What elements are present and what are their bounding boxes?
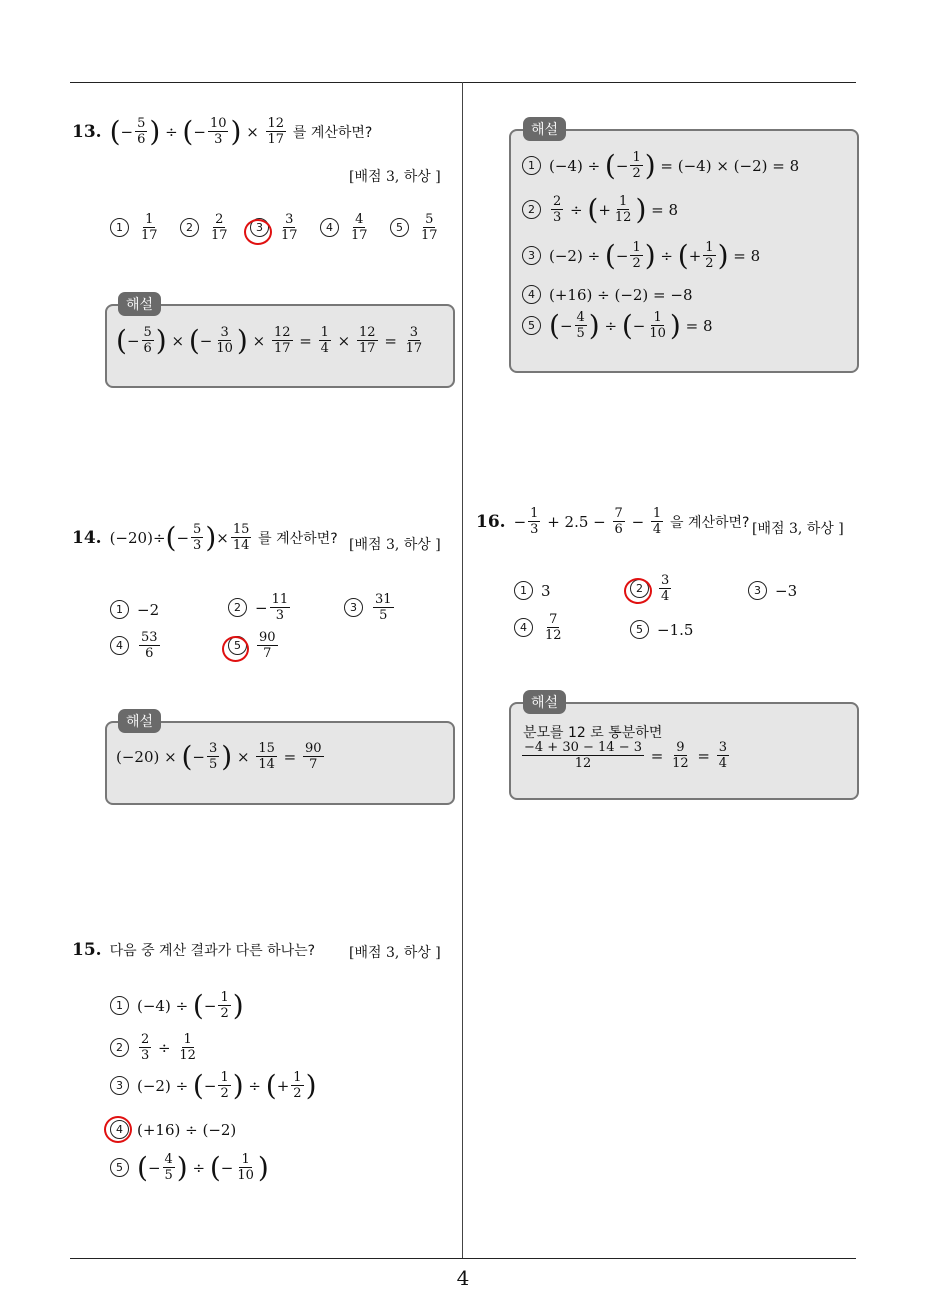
- q13-solution-label: 해설: [118, 292, 161, 316]
- q16-choice-4[interactable]: 4 $\frac{7}{12}$: [514, 612, 566, 643]
- answer-mark-circle: [222, 636, 249, 662]
- q16-choice-5[interactable]: 5 −1.5: [630, 620, 693, 639]
- answer-mark-circle: [104, 1116, 132, 1143]
- q13-meta: [배점 3, 하상 ]: [349, 169, 441, 185]
- q16-meta: [배점 3, 하상 ]: [752, 521, 844, 537]
- q13-choice-4[interactable]: 4 $\frac{4}{17}$: [320, 212, 372, 243]
- q15-solution-line-3: 3 (−2) ÷ ( − $\frac{1}{2}$ ) ÷ ( + $\frac{1}{2}$ ) = 8: [522, 240, 760, 271]
- question-15: [72, 940, 315, 960]
- q13-choice-2[interactable]: 2 $\frac{2}{17}$: [180, 212, 232, 243]
- q15-solution-line-1: 1 (−4) ÷ ( − $\frac{1}{2}$ ) = (−4) × (−2) = 8: [522, 150, 799, 181]
- q15-choice-2[interactable]: 2 $\frac{2}{3}$ ÷ $\frac{1}{12}$: [110, 1032, 200, 1063]
- q15-choice-5[interactable]: 5 ( − $\frac{4}{5}$ ) ÷ ( − $\frac{1}{10}$ ): [110, 1152, 269, 1183]
- q14-choice-5[interactable]: 5 $\frac{90}{7}$: [228, 630, 280, 661]
- q14-choice-3[interactable]: 3 $\frac{31}{5}$: [344, 592, 396, 623]
- question-16: 16. − $\frac{1}{3}$ + 2.5 − $\frac{7}{6}$ − $\frac{1}{4}$ 을 계산하면?: [476, 506, 750, 537]
- q15-solution-line-4: 4 (+16) ÷ (−2) = −8: [522, 285, 693, 304]
- q15-meta: [배점 3, 하상 ]: [349, 945, 441, 961]
- q15-solution-line-2: 2 $\frac{2}{3}$ ÷ ( + $\frac{1}{12}$ ) = 8: [522, 194, 678, 225]
- q13-prompt: 를 계산하면?: [292, 124, 373, 141]
- q15-choice-4[interactable]: 4 (+16) ÷ (−2): [110, 1120, 236, 1139]
- q14-meta: [배점 3, 하상 ]: [349, 537, 441, 553]
- question-13: 13. ( − $\frac{5}{6}$ ) ÷ ( − $\frac{10}{3}$ ) × $\frac{12}{17}$ 를 계산하면?: [72, 114, 373, 148]
- answer-mark-circle: [624, 578, 652, 604]
- page-number: 4: [456, 1266, 470, 1290]
- q15-prompt: 다음 중 계산 결과가 다른 하나는?: [109, 943, 316, 959]
- q15-choice-3[interactable]: 3 (−2) ÷ ( − $\frac{1}{2}$ ) ÷ ( + $\frac{1}{2}$ ): [110, 1070, 317, 1101]
- q16-choice-2[interactable]: 2 $\frac{3}{4}$: [630, 573, 673, 604]
- q16-choice-1[interactable]: 1 3: [514, 581, 551, 600]
- q16-solution-label: 해설: [523, 690, 566, 714]
- q15-number: 15.: [72, 940, 102, 960]
- q14-choice-2[interactable]: 2 − $\frac{11}{3}$: [228, 592, 292, 623]
- q13-solution-expression: ( − $\frac{5}{6}$ ) × ( − $\frac{3}{10}$ ) × $\frac{12}{17}$ = $\frac{1}{4}$ × $\frac{12}{17}$ = $\frac{3}{17}$: [116, 323, 423, 357]
- answer-mark-circle: [244, 219, 272, 245]
- bottom-rule: [70, 1258, 856, 1259]
- q14-number: 14.: [72, 527, 102, 548]
- q13-number: 13.: [72, 121, 102, 142]
- q14-choice-4[interactable]: 4 $\frac{53}{6}$: [110, 630, 162, 661]
- q16-prompt: 을 계산하면?: [669, 514, 750, 531]
- q14-prompt: 를 계산하면?: [258, 530, 338, 547]
- q16-number: 16.: [476, 511, 506, 532]
- q13-choice-1[interactable]: 1 $\frac{1}{17}$: [110, 212, 162, 243]
- q14-choice-1[interactable]: 1 −2: [110, 600, 159, 619]
- q16-solution-text: 분모를 12 로 통분하면: [523, 725, 663, 741]
- q15-solution-line-5: 5 ( − $\frac{4}{5}$ ) ÷ ( − $\frac{1}{10}$ ) = 8: [522, 310, 713, 341]
- q16-solution-expression: $\frac{-4 + 30 - 14 - 3}{12}$ = $\frac{9}{12}$ = $\frac{3}{4}$: [524, 740, 728, 771]
- question-14: 14. (−20)÷ ( − $\frac{5}{3}$ ) × $\frac{15}{14}$ 를 계산하면?: [72, 520, 338, 554]
- top-rule: [70, 82, 856, 83]
- q14-solution-expression: (−20) × ( − $\frac{3}{5}$ ) × $\frac{15}{14}$ = $\frac{90}{7}$: [116, 739, 322, 773]
- q14-solution-label: 해설: [118, 709, 161, 733]
- q15-choice-1[interactable]: 1 (−4) ÷ ( − $\frac{1}{2}$ ): [110, 990, 244, 1021]
- q13-choice-3[interactable]: 3 $\frac{3}{17}$: [250, 212, 302, 243]
- q16-choice-3[interactable]: 3 −3: [748, 581, 797, 600]
- q15-solution-label: 해설: [523, 117, 566, 141]
- column-divider: [462, 82, 463, 1258]
- q13-choice-5[interactable]: 5 $\frac{5}{17}$: [390, 212, 442, 243]
